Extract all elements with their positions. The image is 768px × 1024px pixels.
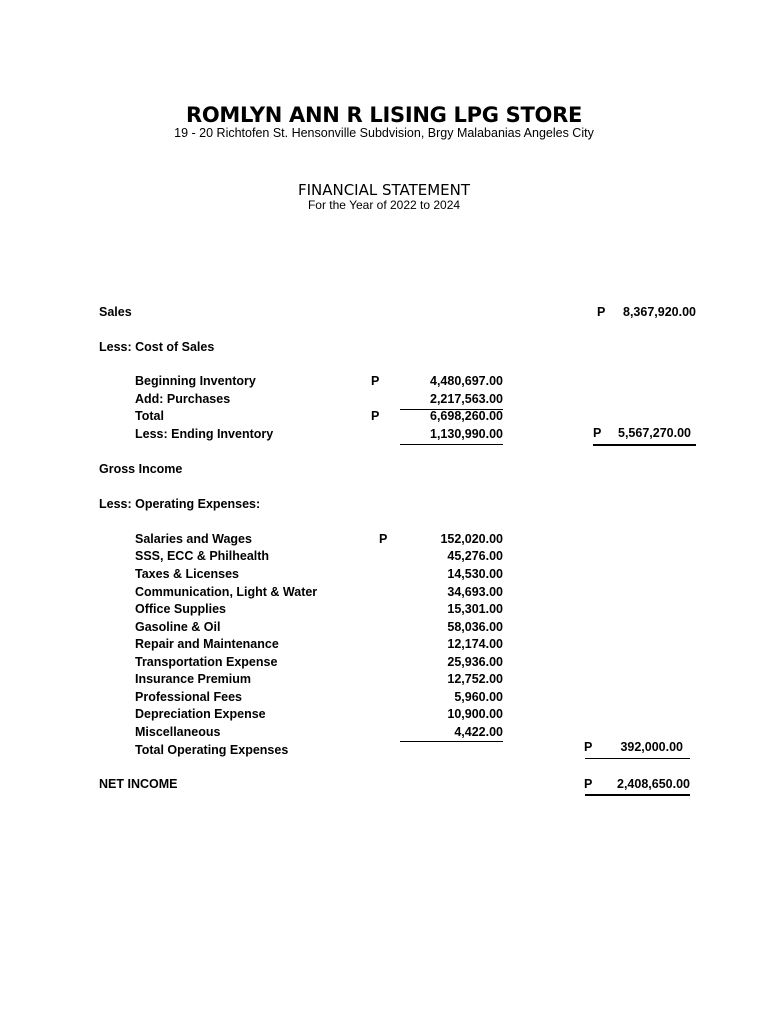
cost-total-amount: 5,567,270.00 [618,426,691,440]
sales-label: Sales [99,305,132,319]
expense-label: Office Supplies [135,602,226,616]
total-peso-sign: P [371,409,380,423]
expense-amount: 34,693.00 [447,585,503,599]
total-operating-expenses-amount: 392,000.00 [620,740,683,754]
gross-income-label: Gross Income [99,462,183,476]
expense-label: Taxes & Licenses [135,567,239,581]
total-operating-expenses-label: Total Operating Expenses [135,743,289,757]
expense-amount: 12,174.00 [447,637,503,651]
ending-inventory-amount: 1,130,990.00 [430,427,503,441]
total-label: Total [135,409,164,423]
expense-label: Salaries and Wages [135,532,252,546]
store-name: ROMLYN ANN R LISING LPG STORE [185,103,582,127]
expense-label: Insurance Premium [135,672,252,686]
expense-amount: 14,530.00 [447,567,503,581]
expense-amount: 45,276.00 [447,549,503,563]
expense-label: Transportation Expense [135,655,278,669]
store-address: 19 - 20 Richtofen St. Hensonville Subdvision, Brgy Malabanias Angeles City [174,126,594,140]
salaries-peso-sign: P [379,532,388,546]
expense-amount: 4,422.00 [454,725,503,739]
purchases-amount: 2,217,563.00 [430,392,503,406]
net-income-label: NET INCOME [99,777,178,791]
beginning-inventory-label: Beginning Inventory [135,374,256,388]
expense-label: Communication, Light & Water [135,585,318,599]
expense-amount: 58,036.00 [447,620,503,634]
cost-total-underline [593,444,696,446]
total-amount: 6,698,260.00 [430,409,503,423]
beginning-inventory-peso-sign: P [371,374,380,388]
operating-expenses-label: Less: Operating Expenses: [99,497,261,511]
expense-label: SSS, ECC & Philhealth [135,549,270,563]
expense-label: Gasoline & Oil [135,620,221,634]
total-opex-peso-sign: P [584,740,593,754]
sales-amount: 8,367,920.00 [623,305,696,319]
statement-period: For the Year of 2022 to 2024 [307,198,461,212]
net-income-peso-sign: P [584,777,593,791]
cost-of-sales-label: Less: Cost of Sales [99,340,215,354]
total-opex-underline [585,758,690,759]
ending-inventory-label: Less: Ending Inventory [135,427,274,441]
expense-label: Miscellaneous [135,725,221,739]
expense-amount: 25,936.00 [447,655,503,669]
expense-amount: 152,020.00 [440,532,503,546]
statement-title: FINANCIAL STATEMENT [297,181,471,199]
sales-peso-sign: P [597,305,606,319]
expense-amount: 5,960.00 [454,690,503,704]
net-income-amount: 2,408,650.00 [617,777,690,791]
cost-total-peso-sign: P [593,426,602,440]
expense-amount: 12,752.00 [447,672,503,686]
expense-label: Depreciation Expense [135,707,266,721]
miscellaneous-underline [400,741,503,742]
ending-inventory-underline [400,444,503,445]
expense-label: Repair and Maintenance [135,637,279,651]
expense-label: Professional Fees [135,690,242,704]
expense-amount: 10,900.00 [447,707,503,721]
expense-amount: 15,301.00 [447,602,503,616]
purchases-label: Add: Purchases [135,392,231,406]
net-income-underline [585,794,690,796]
beginning-inventory-amount: 4,480,697.00 [430,374,503,388]
